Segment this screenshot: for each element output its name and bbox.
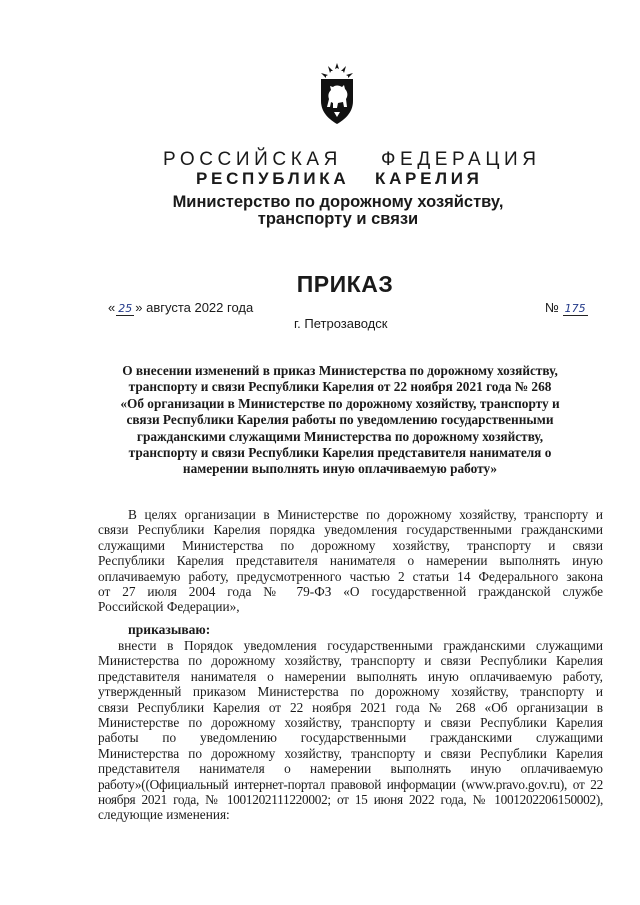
paragraph-line: связи Республики Карелия от 22 ноября 2021 года № 268 «Об организации в xyxy=(98,699,603,715)
country-line xyxy=(0,149,640,171)
ministry-name-line1: Министерство по дорожному хозяйству, xyxy=(172,193,504,211)
paragraph-line: представителя нанимателя о намерении выполнять иную оплачиваемую xyxy=(98,761,603,777)
republic-word1: РЕСПУБЛИКА xyxy=(196,169,350,188)
subject-line: транспорту и связи Республики Карелия представителя нанимателя о xyxy=(128,445,552,461)
subject-line: гражданскими служащими Министерства по дорожному хозяйству, xyxy=(136,428,544,444)
date-month-year: августа 2022 года xyxy=(146,300,254,315)
paragraph-line: работу»((Официальный интернет-портал правовой информации (www.pravo.gov.ru), от 22 xyxy=(98,776,603,792)
orders-word: приказываю: xyxy=(128,622,211,637)
country-word2: ФЕДЕРАЦИЯ xyxy=(381,149,541,170)
paragraph-line: следующие изменения: xyxy=(98,807,230,823)
number-label: № xyxy=(545,300,559,315)
paragraph-line: связи Республики Карелия порядка уведомления государственными гражданскими xyxy=(98,522,603,538)
date-day: 25 xyxy=(118,302,133,315)
subject-line: О внесении изменений в приказ Министерства по дорожному хозяйству, xyxy=(122,363,558,378)
number-value: 175 xyxy=(564,302,586,315)
paragraph-line: служащими Министерства по дорожному хозяйству, транспорту и связи xyxy=(98,537,603,553)
subject-line: транспорту и связи Республики Карелия от 22 ноября 2021 года № 268 xyxy=(128,379,552,395)
paragraph-line: оплачиваемую работу, предусмотренного частью 2 статьи 14 Федерального закона xyxy=(98,568,603,584)
paragraph-line: утвержденный приказом Министерства по дорожному хозяйству, транспорту и xyxy=(98,684,603,700)
document-number xyxy=(545,300,588,316)
subject-line: намерении выполнять иную оплачиваемую работу» xyxy=(182,461,498,477)
karelia-coat-of-arms-icon xyxy=(316,63,358,125)
document-title: ПРИКАЗ xyxy=(296,271,394,297)
order-paragraph xyxy=(98,638,603,823)
ministry-name-line2: транспорту и связи xyxy=(257,210,419,228)
paragraph-line: Министерстве по дорожному хозяйству, транспорту и связи Республики Карелия xyxy=(98,714,603,730)
document-subject xyxy=(90,363,590,478)
paragraph-line: Министерства по дорожному хозяйству, транспорту и связи Республики Карелия xyxy=(98,653,603,669)
country-word1: РОССИЙСКАЯ xyxy=(163,149,342,170)
paragraph-line: работы по уведомлению государственными гражданскими служащими xyxy=(98,730,603,746)
paragraph-line: Республики Карелия представителя нанимателя о намерении выполнять иную xyxy=(98,553,603,569)
republic-word2: КАРЕЛИЯ xyxy=(375,169,483,188)
document-city: г. Петрозаводск xyxy=(294,316,388,331)
paragraph-line: Министерства по дорожному хозяйству, транспорту и связи Республики Карелия xyxy=(98,745,603,761)
date-close-quote: » xyxy=(135,300,143,315)
paragraph-line: Российской Федерации», xyxy=(98,599,240,615)
paragraph-line: представителя нанимателя о намерении выполнять иную оплачиваемую работу, xyxy=(98,668,603,684)
date-open-quote: « xyxy=(108,300,116,315)
preamble-paragraph xyxy=(98,507,603,615)
republic-line xyxy=(0,169,640,191)
document-date xyxy=(108,300,253,316)
paragraph-line: внести в Порядок уведомления государственными гражданскими служащими xyxy=(118,638,603,653)
paragraph-line: ноября 2021 года, № 1001202111220002; от 15 июня 2022 года, № 1001202206150002), xyxy=(98,791,603,807)
subject-line: связи Республики Карелия работы по уведомлению государственными xyxy=(126,412,554,428)
subject-line: «Об организации в Министерстве по дорожному хозяйству, транспорту и xyxy=(120,395,560,411)
paragraph-line: от 27 июля 2004 года № 79-ФЗ «О государственной гражданской службе xyxy=(98,583,603,599)
paragraph-line: В целях организации в Министерстве по дорожному хозяйству, транспорту и xyxy=(128,507,603,522)
